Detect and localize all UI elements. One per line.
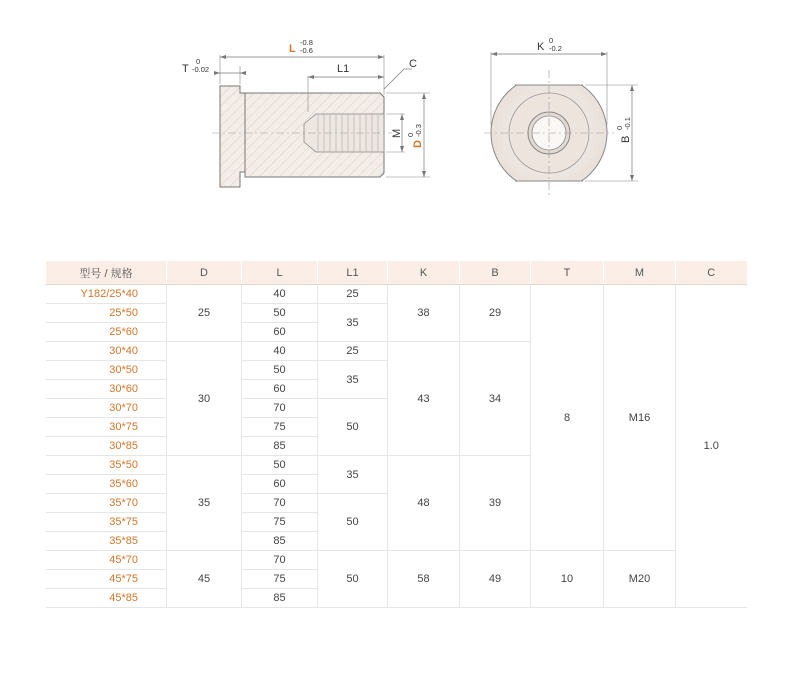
header-l: L [242,261,318,285]
l1-cell: 35 [318,456,388,494]
model-cell: 35*85 [46,532,167,551]
header-l1: L1 [318,261,388,285]
l-cell: 70 [242,494,318,513]
d-cell: 45 [167,551,242,608]
l-cell: 70 [242,399,318,418]
table-row [46,551,747,570]
l-cell: 40 [242,342,318,361]
dim-l1-label: L1 [337,63,350,75]
model-cell: 30*75 [46,418,167,437]
l-cell: 50 [242,304,318,323]
dim-b-tol-lower: -0.1 [623,117,632,130]
dim-m-label: M [391,128,403,138]
d-cell: 25 [167,285,242,342]
dim-k-label: K [537,41,545,53]
l1-cell: 25 [318,285,388,304]
c-cell: 1.0 [676,285,747,608]
l1-cell: 50 [318,551,388,608]
model-cell: 45*70 [46,551,167,570]
model-cell: Y182/25*40 [46,285,167,304]
k-cell: 48 [388,456,460,551]
l-cell: 75 [242,418,318,437]
dim-c-label: C [409,58,417,70]
b-cell: 34 [460,342,531,456]
k-cell: 38 [388,285,460,342]
dim-d-label: D [412,140,424,148]
l-cell: 70 [242,551,318,570]
l-cell: 50 [242,456,318,475]
l-cell: 50 [242,361,318,380]
dim-l-tol-upper: -0.8 [300,38,313,47]
header-b: B [460,261,531,285]
spec-table [45,261,747,608]
t-cell: 10 [531,551,604,608]
model-cell: 30*85 [46,437,167,456]
l-cell: 75 [242,513,318,532]
dim-b-tol-upper: 0 [615,125,624,130]
m-cell: M16 [604,285,676,551]
header-model: 型号 / 规格 [46,261,167,285]
m-cell: M20 [604,551,676,608]
model-cell: 30*70 [46,399,167,418]
dim-t-tol-upper: 0 [196,57,201,66]
k-cell: 58 [388,551,460,608]
dim-l-tol-lower: -0.6 [300,46,313,55]
header-k: K [388,261,460,285]
l-cell: 85 [242,437,318,456]
k-cell: 43 [388,342,460,456]
model-cell: 25*50 [46,304,167,323]
d-cell: 35 [167,456,242,551]
l-cell: 60 [242,380,318,399]
l1-cell: 50 [318,494,388,551]
l-cell: 40 [242,285,318,304]
l1-cell: 35 [318,304,388,342]
model-cell: 35*50 [46,456,167,475]
end-view-drawing [484,36,638,196]
model-cell: 45*75 [46,570,167,589]
dim-k-tol-lower: -0.2 [549,44,562,53]
d-cell: 30 [167,342,242,456]
l-cell: 75 [242,570,318,589]
model-cell: 30*40 [46,342,167,361]
l-cell: 60 [242,475,318,494]
dim-d-tol-lower: -0.3 [414,124,423,137]
technical-drawings [0,0,790,230]
l-cell: 60 [242,323,318,342]
header-d: D [167,261,242,285]
l1-cell: 50 [318,399,388,456]
model-cell: 30*50 [46,361,167,380]
dim-d-tol-upper: 0 [406,132,415,137]
dim-t-tol-lower: -0.02 [192,65,210,74]
b-cell: 49 [460,551,531,608]
model-cell: 25*60 [46,323,167,342]
header-m: M [604,261,676,285]
side-view-drawing [182,38,430,187]
model-cell: 30*60 [46,380,167,399]
table-header-row [46,261,747,285]
b-cell: 39 [460,456,531,551]
header-t: T [531,261,604,285]
b-cell: 29 [460,285,531,342]
t-cell: 8 [531,285,604,551]
model-cell: 45*85 [46,589,167,608]
model-cell: 35*70 [46,494,167,513]
l1-cell: 25 [318,342,388,361]
dim-l-label: L [289,43,296,55]
dim-b-label: B [620,135,632,143]
model-cell: 35*60 [46,475,167,494]
l1-cell: 35 [318,361,388,399]
dim-t-label: T [182,63,189,75]
l-cell: 85 [242,589,318,608]
spec-table-container [45,261,746,608]
model-cell: 35*75 [46,513,167,532]
dim-k-tol-upper: 0 [549,36,554,45]
header-c: C [676,261,747,285]
table-row [46,285,747,304]
l-cell: 85 [242,532,318,551]
